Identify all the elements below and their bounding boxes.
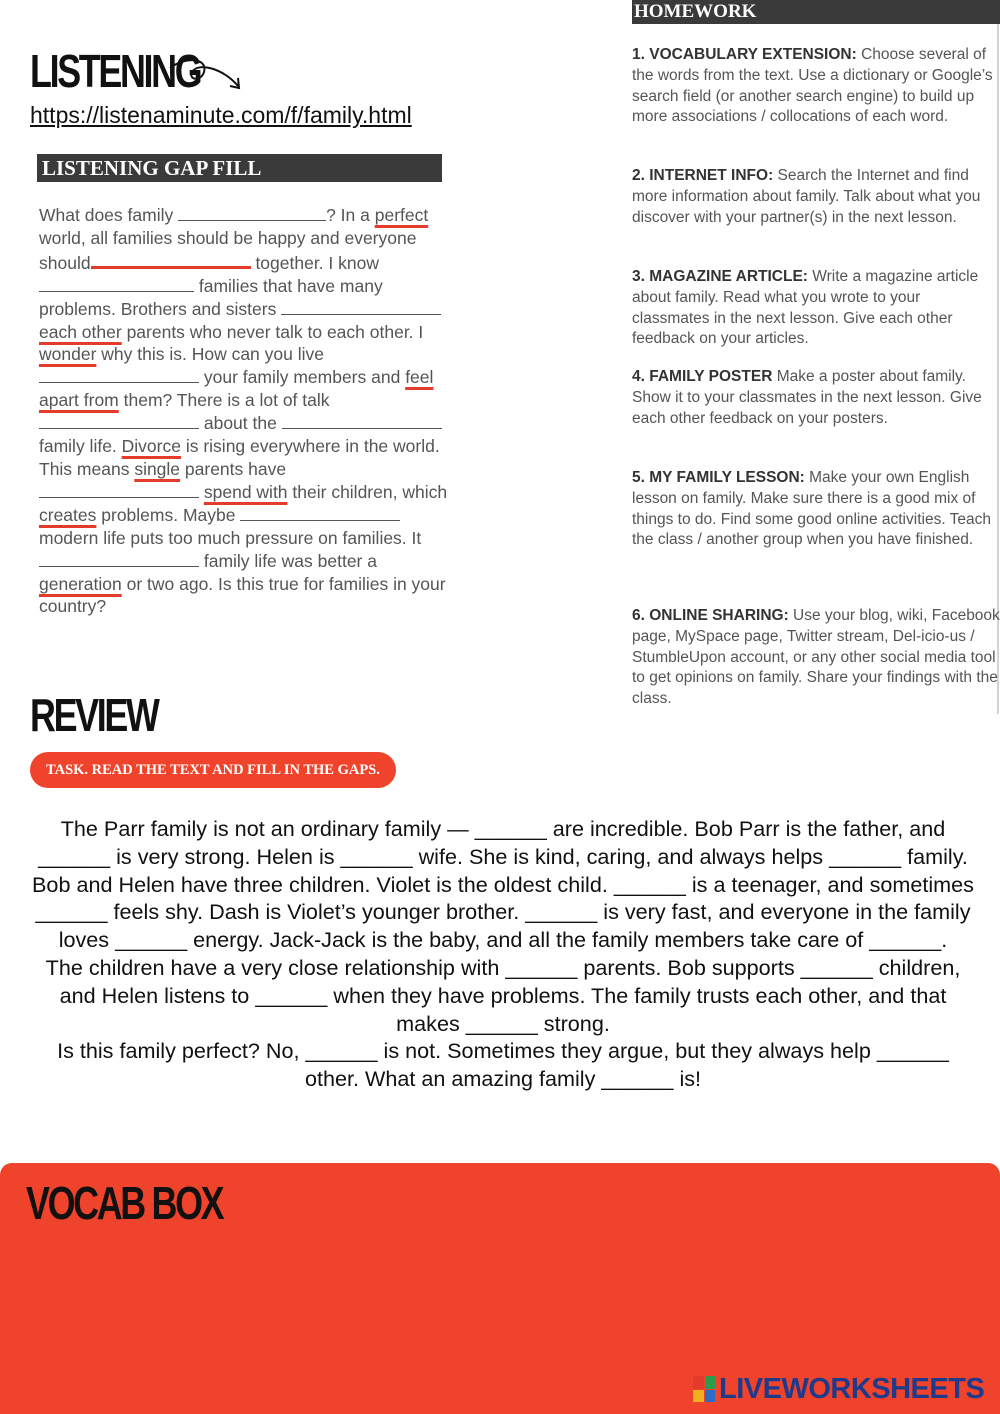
review-paragraph: The Parr family is not an ordinary family — ______ are incredible. Bob Parr is the father, and ______ is very strong. Helen is ______ wife. She is kind, caring, and always helps ______ family. [38,816,968,869]
listen-a-minute-link[interactable]: https://listenaminute.com/f/family.html [30,102,412,128]
listening-title: LISTENING [30,45,201,97]
review-paragraph: The children have a very close relationship with ______ parents. Bob supports ______ children, and Helen listens to ______ when they have problems. The family trusts each other, and that makes ______ strong. [45,954,961,1036]
liveworksheets-logo[interactable] [693,1372,984,1406]
liveworksheets-logo-icon [693,1376,715,1402]
review-paragraph: Bob and Helen have three children. Violet is the oldest child. ______ is a teenager, and sometimes ______ feels shy. Dash is Violet’s younger brother. ______ is very fast, and everyone in the family loves ______ energy. Jack-Jack is the baby, and all the family members take care of ______. [32,871,974,953]
homework-item: 1. VOCABULARY EXTENSION: Choose several of the words from the text. Use a dictionary or Google’s search field (or another search engine) to build up more associations / collocations of each word. [632,46,993,126]
gap-fill-heading: LISTENING GAP FILL [37,154,442,182]
homework-item: 2. INTERNET INFO: Search the Internet and find more information about family. Talk about what you discover with your partner(s) in the next lesson. [632,167,981,226]
homework-heading: HOMEWORK [632,0,1000,24]
task-instruction-badge: TASK. READ THE TEXT AND FILL IN THE GAPS. [30,752,396,788]
review-passage [30,815,976,1093]
review-paragraph: Is this family perfect? No, ______ is not. Sometimes they argue, but they always help ______ other. What an amazing family ______ is! [57,1038,949,1092]
liveworksheets-logo-text: LIVEWORKSHEETS [719,1372,985,1405]
gap-fill-passage: What does family ? In a perfect world, all families should be happy and everyone should together. I know families that have many problems. Brothers and sisters each other parents who never talk to each other. I wonder why this is. How can you live your family members and feel apart from them? There is a lot of talk about the family life. Divorce is rising everywhere in the world. This means single parents have spend with their children, which creates problems. Maybe modern life puts too much pressure on families. It family life was better a generation or two ago. Is this true for families in your country? [39,205,448,617]
vocab-box-title: VOCAB BOX [26,1177,223,1229]
curly-arrow-icon [168,52,246,96]
homework-item: 6. ONLINE SHARING: Use your blog, wiki, Facebook page, MySpace page, Twitter stream, Del-icio-us / StumbleUpon account, or any other social media tool to get opinions on family. Share your findings with the class. [632,607,1000,708]
review-title: REVIEW [30,689,158,741]
homework-item: 3. MAGAZINE ARTICLE: Write a magazine article about family. Read what you wrote to your classmates in the next lesson. Give each other feedback on your articles. [632,268,979,348]
homework-item: 5. MY FAMILY LESSON: Make your own English lesson on family. Make sure there is a good mix of things to do. Find some good online activities. Teach the class / another group when you have finished. [632,469,992,549]
homework-item: 4. FAMILY POSTER Make a poster about family. Show it to your classmates in the next lesson. Give each other feedback on your posters. [632,368,982,427]
